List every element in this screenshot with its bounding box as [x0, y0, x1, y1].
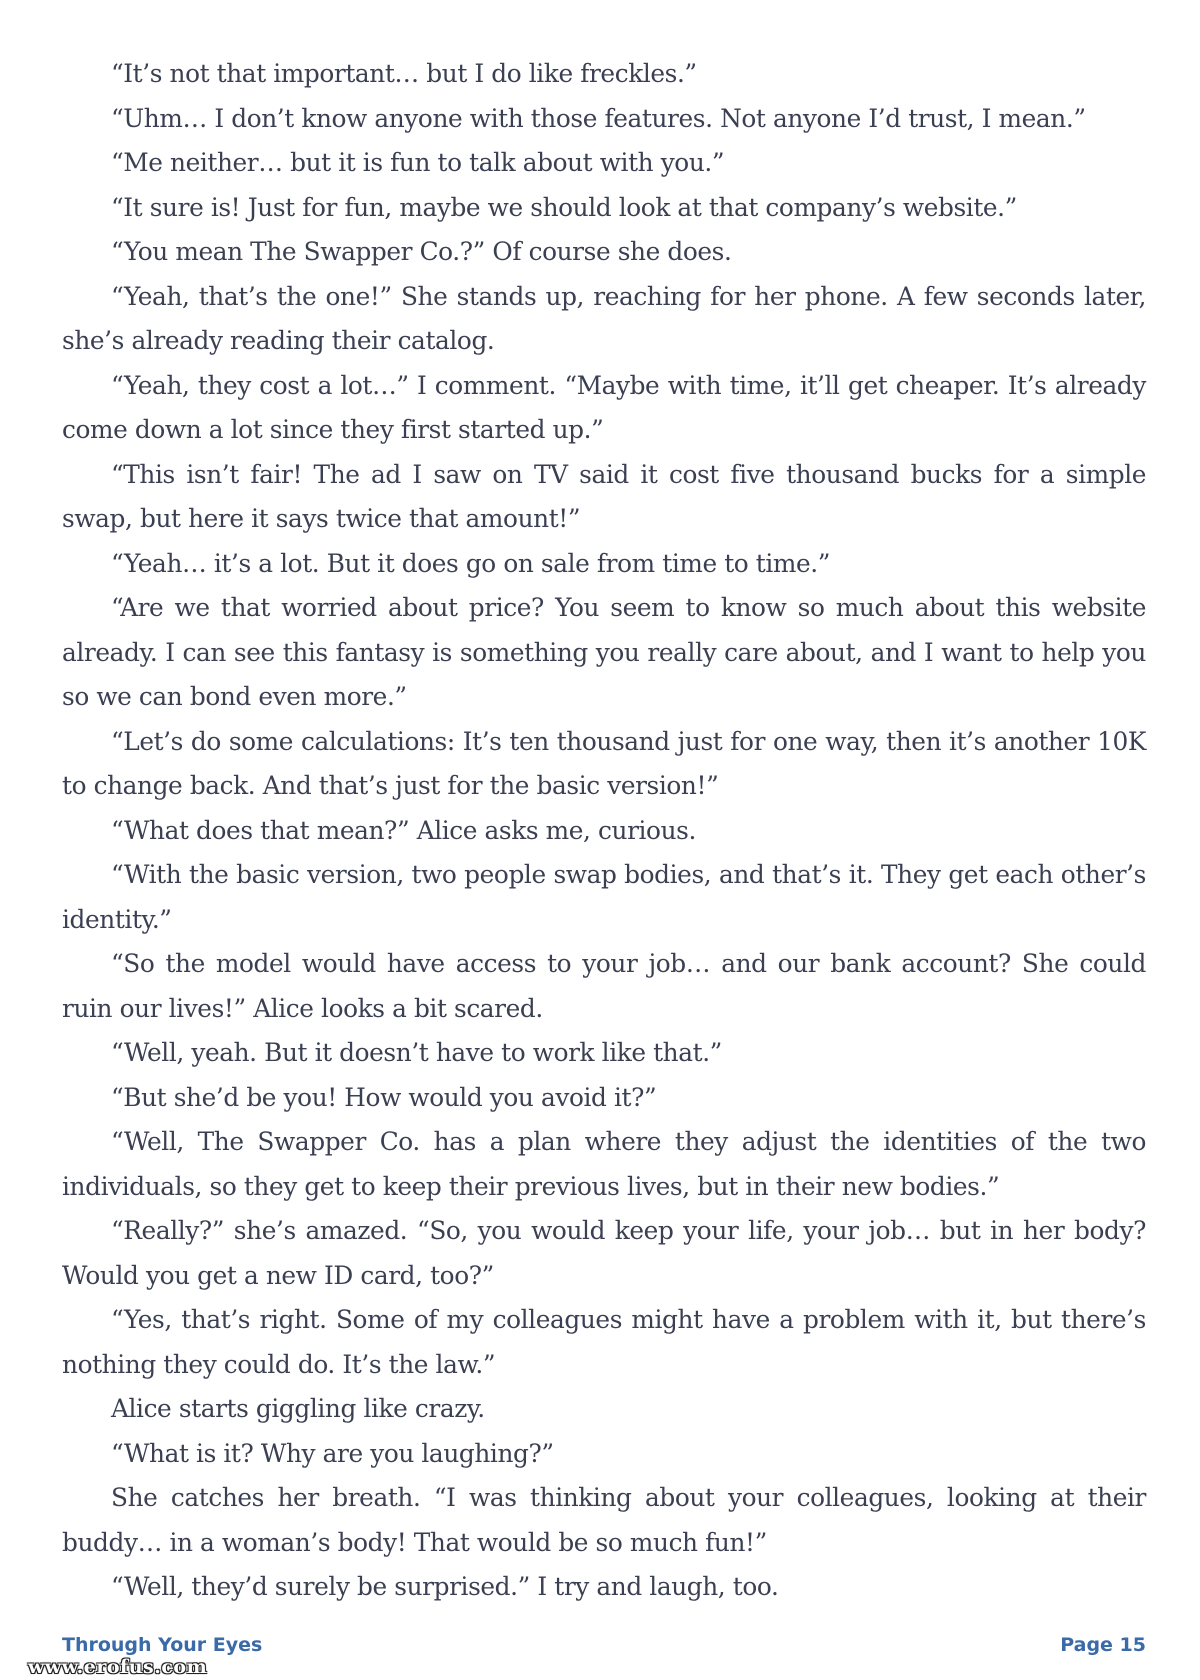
paragraph: “With the basic version, two people swap bodies, and that’s it. They get each other’s identity.” [62, 860, 1146, 934]
paragraph: “It’s not that important… but I do like freckles.” [111, 59, 697, 88]
story-body [62, 52, 1146, 1610]
paragraph: “Yeah, that’s the one!” She stands up, reaching for her phone. A few seconds later, she’s already reading their catalog. [62, 281, 1146, 355]
paragraph: Alice starts giggling like crazy. [111, 1394, 485, 1423]
paragraph: “Let’s do some calculations: It’s ten thousand just for one way, then it’s another 10K to change back. And that’s just for the basic version!” [62, 726, 1146, 800]
paragraph: “Well, they’d surely be surprised.” I try and laugh, too. [111, 1572, 779, 1601]
paragraph: “Yeah, they cost a lot…” I comment. “Maybe with time, it’ll get cheaper. It’s already come down a lot since they first started up.” [62, 370, 1146, 444]
paragraph: “What is it? Why are you laughing?” [111, 1438, 554, 1468]
watermark-text: www.erofus.com [28, 1656, 208, 1678]
paragraph: “This isn’t fair! The ad I saw on TV said it cost five thousand bucks for a simple swap, but here it says twice that amount!” [62, 459, 1146, 533]
footer-page-number: Page 15 [1060, 1634, 1146, 1656]
paragraph: She catches her breath. “I was thinking about your colleagues, looking at their buddy… in a woman’s body! That would be so much fun!” [62, 1483, 1146, 1557]
paragraph: “You mean The Swapper Co.?” Of course she does. [111, 237, 732, 266]
paragraph: “Uhm… I don’t know anyone with those features. Not anyone I’d trust, I mean.” [111, 103, 1086, 133]
paragraph: “Well, The Swapper Co. has a plan where they adjust the identities of the two individuals, so they get to keep their previous lives, but in their new bodies.” [62, 1127, 1146, 1201]
paragraph: “Are we that worried about price? You seem to know so much about this website already. I can see this fantasy is something you really care about, and I want to help you so we can bond even more.” [62, 593, 1146, 711]
paragraph: “Yes, that’s right. Some of my colleagues might have a problem with it, but there’s nothing they could do. It’s the law.” [62, 1305, 1146, 1379]
paragraph: “Yeah… it’s a lot. But it does go on sale from time to time.” [111, 548, 831, 578]
paragraph: “So the model would have access to your job… and our bank account? She could ruin our lives!” Alice looks a bit scared. [62, 949, 1146, 1023]
footer-book-title: Through Your Eyes [62, 1634, 263, 1656]
paragraph: “But she’d be you! How would you avoid it?” [111, 1082, 657, 1112]
paragraph: “Really?” she’s amazed. “So, you would keep your life, your job… but in her body? Would you get a new ID card, too?” [62, 1216, 1146, 1290]
paragraph: “Me neither… but it is fun to talk about with you.” [111, 148, 725, 177]
paragraph: “Well, yeah. But it doesn’t have to work like that.” [111, 1038, 722, 1067]
page-footer [62, 1634, 1146, 1660]
paragraph: “It sure is! Just for fun, maybe we should look at that company’s website.” [111, 192, 1017, 222]
paragraph: “What does that mean?” Alice asks me, curious. [111, 815, 696, 845]
